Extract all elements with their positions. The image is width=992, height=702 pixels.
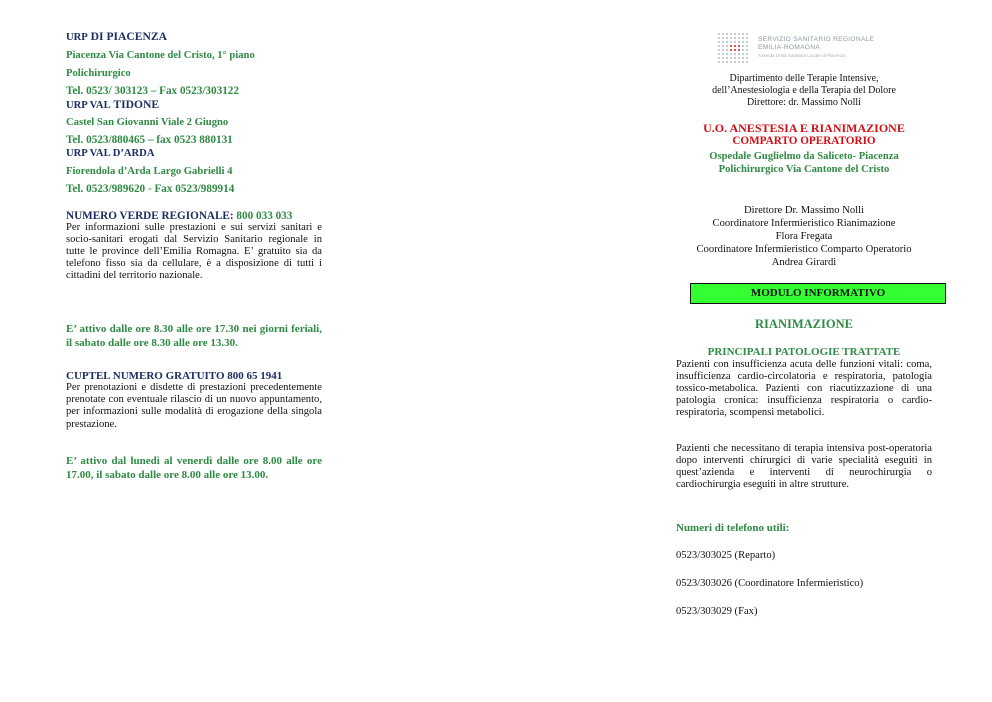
- department-line1: Dipartimento delle Terapie Intensive,: [729, 73, 879, 84]
- phone-coordinatore: 0523/303026 (Coordinatore Infermieristico): [676, 578, 864, 589]
- urp-piacenza-title-a: URP: [66, 32, 88, 43]
- unit-title: U.O. ANESTESIA E RIANIMAZIONE: [703, 121, 905, 135]
- staff-line4: Coordinatore Infermieristico Comparto Operatorio: [696, 244, 912, 255]
- urp-piacenza-address: Piacenza Via Cantone del Cristo, 1° piano: [66, 50, 255, 61]
- logo-text: [758, 36, 874, 59]
- department-line3: Direttore: dr. Massimo Nolli: [747, 97, 861, 108]
- cuptel-hours: E’ attivo dal lunedì al venerdì dalle ore 8.00 alle ore 17.00, il sabato dalle ore 8.00 alle ore 13.00.: [66, 455, 322, 481]
- urp-piacenza-phone: Tel. 0523/ 303123 – Fax 0523/303122: [66, 85, 239, 97]
- patologie-paragraph-1: Pazienti con insufficienza acuta delle funzioni vitali: coma, insufficienza cardio-circolatoria e respiratoria, patologia tossico-metabolica. Pazienti con riacutizzazione di una patologia cronica: insufficienza respiratoria o cardio-respiratoria, scompensi metabolici.: [676, 359, 932, 418]
- unit-hospital: Ospedale Guglielmo da Saliceto- Piacenza: [709, 151, 899, 162]
- numero-verde-number: 800 033 033: [233, 210, 293, 222]
- urp-val-tidone-address: Castel San Giovanni Viale 2 Giugno: [66, 117, 229, 128]
- numero-verde-label: NUMERO VERDE REGIONALE:: [66, 210, 234, 222]
- urp-piacenza-building: Polichirurgico: [66, 68, 131, 79]
- urp-val-tidone-title: [66, 99, 159, 112]
- ausl-piacenza-logo: [718, 33, 888, 67]
- department-line2: dell’Anestesiologia e della Terapia del Dolore: [712, 85, 896, 96]
- urp-val-tidone-title-b: TIDONE: [110, 98, 160, 111]
- numero-verde-hours: E’ attivo dalle ore 8.30 alle ore 17.30 nei giorni feriali, il sabato dalle ore 8.30 alle ore 13.30.: [66, 323, 322, 349]
- unit-building: Polichirurgico Via Cantone del Cristo: [718, 164, 890, 175]
- logo-line1: SERVIZIO SANITARIO REGIONALE: [758, 36, 875, 43]
- patologie-paragraph-2: Pazienti che necessitano di terapia intensiva post-operatoria dopo interventi chirurgici di varie specialità eseguiti in quest’azienda e interventi di neurochirurgia o cardiochirurgia eseguiti in altre strutture.: [676, 443, 932, 490]
- patologie-title: PRINCIPALI PATOLOGIE TRATTATE: [707, 346, 901, 358]
- urp-piacenza-title: [66, 31, 167, 44]
- urp-val-tidone-phone: Tel. 0523/880465 – fax 0523 880131: [66, 134, 233, 146]
- cuptel-heading: CUPTEL NUMERO GRATUITO 800 65 1941: [66, 370, 283, 382]
- phones-title: Numeri di telefono utili:: [676, 522, 790, 534]
- logo-line3: Azienda Unità Sanitaria Locale di Piacenza: [758, 53, 846, 58]
- urp-val-tidone-title-a: URP VAL: [66, 100, 111, 111]
- modulo-informativo-banner: MODULO INFORMATIVO: [690, 283, 946, 304]
- phone-fax: 0523/303029 (Fax): [676, 606, 758, 617]
- logo-grid-icon: [718, 33, 754, 65]
- urp-piacenza-title-b: DI PIACENZA: [87, 30, 168, 43]
- staff-line5: Andrea Girardi: [771, 257, 837, 268]
- section-title: RIANIMAZIONE: [755, 317, 853, 331]
- cuptel-description: Per prenotazioni e disdette di prestazioni precedentemente prenotate con eventuale rilascio di un nuovo appuntamento, per informazioni sulle modalità di erogazione della singola prestazione.: [66, 382, 322, 430]
- logo-line2: EMILIA-ROMAGNA: [758, 44, 821, 51]
- urp-val-darda-phone: Tel. 0523/989620 - Fax 0523/989914: [66, 183, 235, 195]
- urp-val-darda-title: URP VAL D’ARDA: [66, 148, 155, 159]
- phone-reparto: 0523/303025 (Reparto): [676, 550, 776, 561]
- numero-verde-description: Per informazioni sulle prestazioni e sui servizi sanitari e socio-sanitari erogati dal Servizio Sanitario regionale in tutte le province dell’Emilia Romagna. E’ gratuito sia da telefono fisso sia da cellulare, è a disposizione di tutti i cittadini del territorio nazionale.: [66, 222, 322, 281]
- numero-verde-heading: [66, 210, 292, 222]
- staff-line1: Direttore Dr. Massimo Nolli: [743, 205, 865, 216]
- urp-val-darda-address: Fiorendola d’Arda Largo Gabrielli 4: [66, 166, 233, 177]
- staff-line2: Coordinatore Infermieristico Rianimazione: [712, 218, 896, 229]
- staff-line3: Flora Fregata: [775, 231, 833, 242]
- unit-subtitle: COMPARTO OPERATORIO: [732, 135, 876, 147]
